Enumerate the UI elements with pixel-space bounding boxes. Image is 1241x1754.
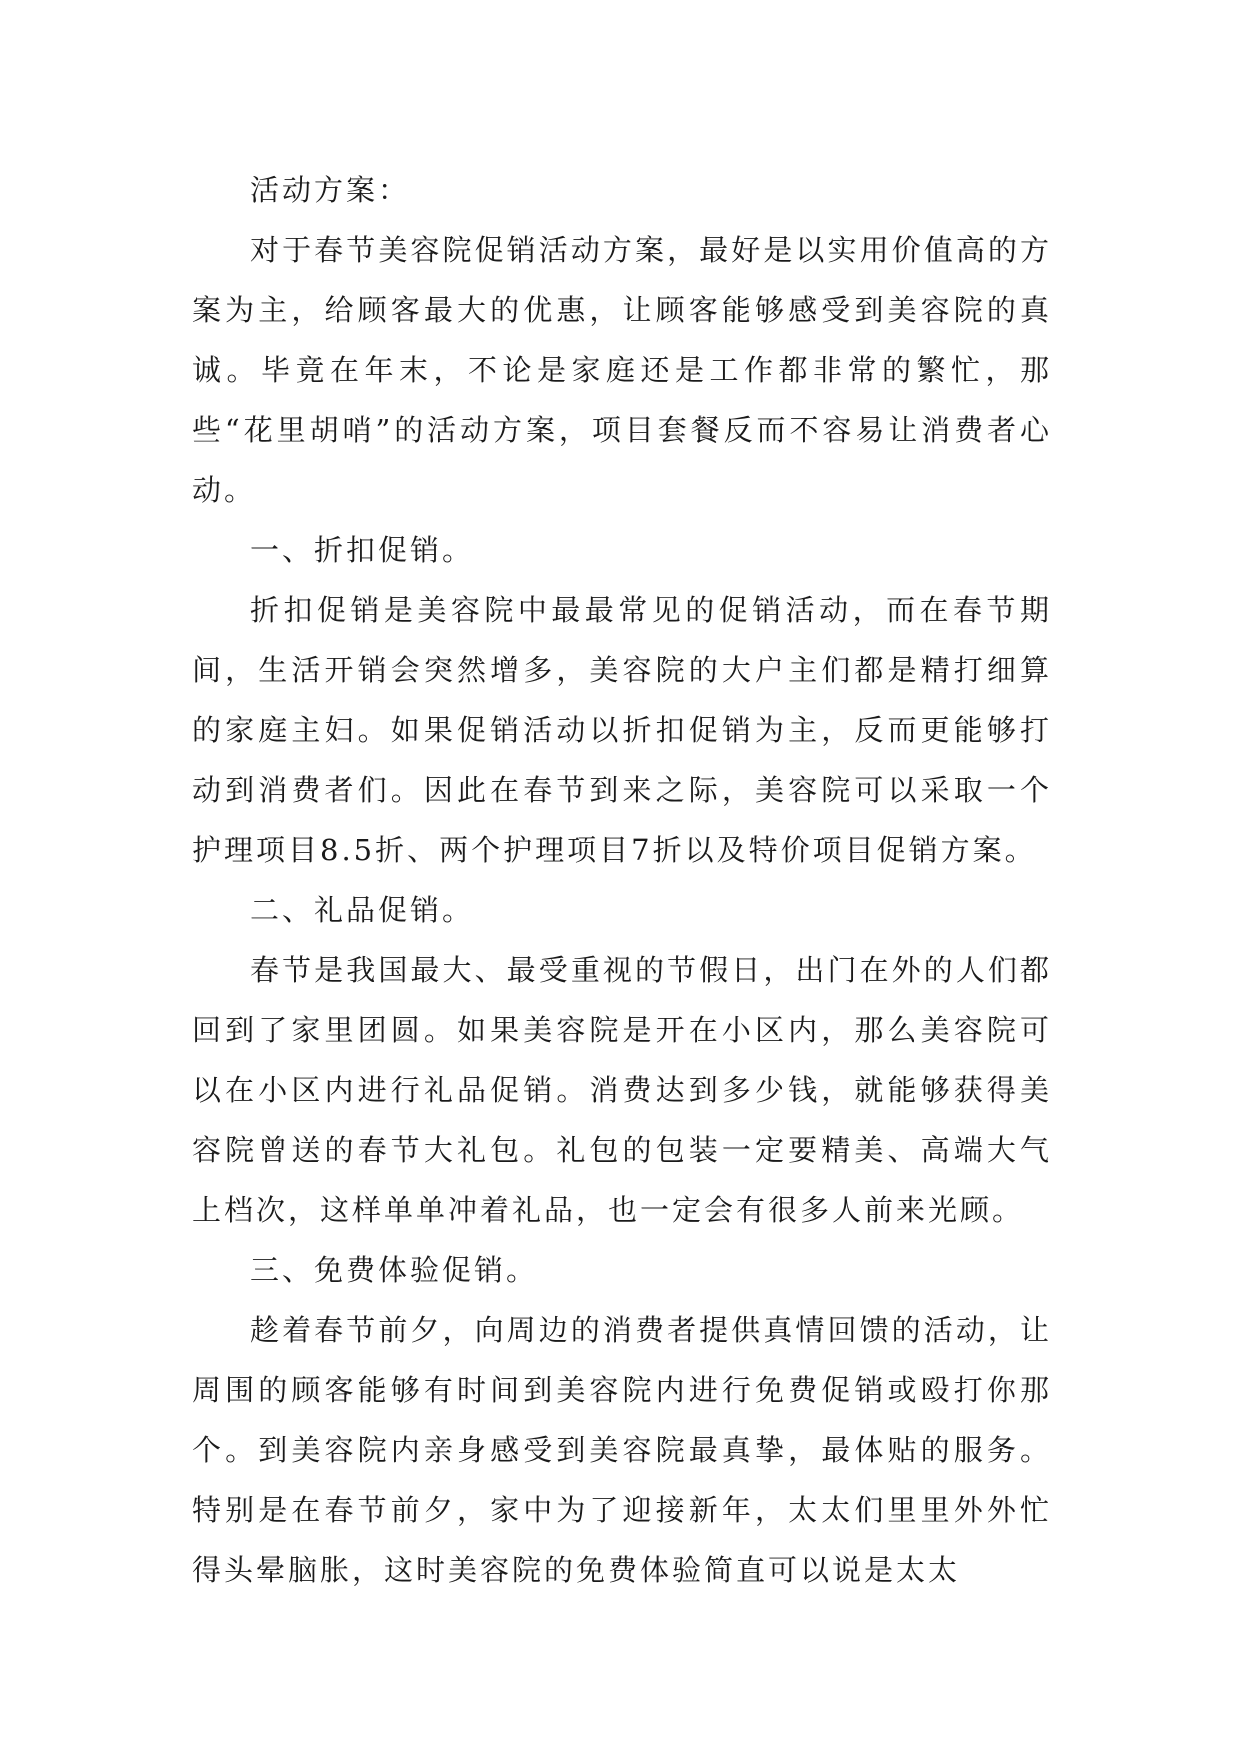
- intro-paragraph: 对于春节美容院促销活动方案，最好是以实用价值高的方案为主，给顾客最大的优惠，让顾客能够感受到美容院的真诚。毕竟在年末，不论是家庭还是工作都非常的繁忙，那些“花里胡哨”的活动方案，项目套餐反而不容易让消费者心动。: [192, 233, 1052, 507]
- section-body-free-trial: 趁着春节前夕，向周边的消费者提供真情回馈的活动，让周围的顾客能够有时间到美容院内进行免费促销或殴打你那个。到美容院内亲身感受到美容院最真挚，最体贴的服务。特别是在春节前夕，家中为了迎接新年，太太们里里外外忙得头晕脑胀，这时美容院的免费体验简直可以说是太太: [192, 1313, 1052, 1587]
- section-heading-gift: 二、礼品促销。: [250, 893, 475, 927]
- section-body-discount: 折扣促销是美容院中最最常见的促销活动，而在春节期间，生活开销会突然增多，美容院的大户主们都是精打细算的家庭主妇。如果促销活动以折扣促销为主，反而更能够打动到消费者们。因此在春节到来之际，美容院可以采取一个护理项目8.5折、两个护理项目7折以及特价项目促销方案。: [192, 593, 1052, 867]
- document-page: [192, 160, 1052, 1600]
- section-heading-free-trial: 三、免费体验促销。: [250, 1253, 539, 1287]
- section-heading-discount: 一、折扣促销。: [250, 533, 475, 567]
- section-body-gift: 春节是我国最大、最受重视的节假日，出门在外的人们都回到了家里团圆。如果美容院是开在小区内，那么美容院可以在小区内进行礼品促销。消费达到多少钱，就能够获得美容院曾送的春节大礼包。礼包的包装一定要精美、高端大气上档次，这样单单冲着礼品，也一定会有很多人前来光顾。: [192, 953, 1052, 1227]
- intro-label: 活动方案：: [250, 173, 411, 207]
